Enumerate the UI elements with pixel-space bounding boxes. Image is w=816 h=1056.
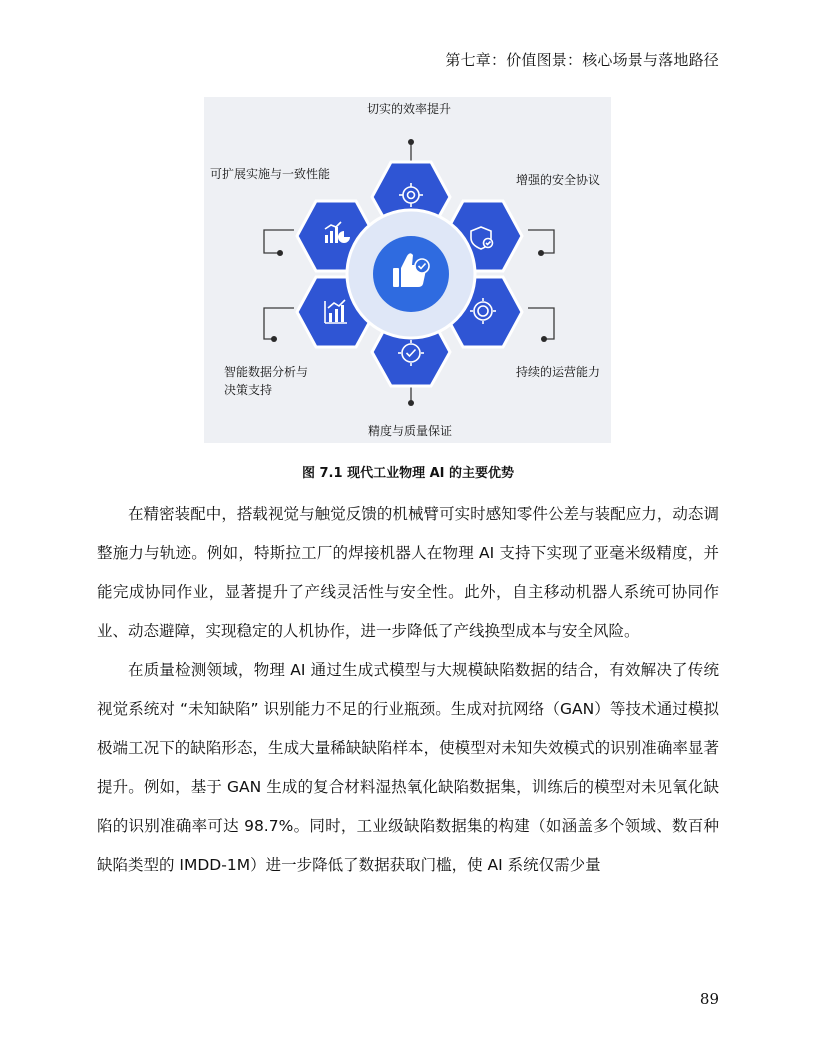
connector-dot-top — [408, 139, 414, 145]
paragraph-2: 在质量检测领域，物理 AI 通过生成式模型与大规模缺陷数据的结合，有效解决了传统视觉系统对 “未知缺陷” 识别能力不足的行业瓶颈。生成对抗网络（GAN）等技术通过模拟极端工况下的缺陷形态，生成大量稀缺缺陷样本，使模型对未知失效模式的识别准确率显著提升。例如，基于 GAN 生成的复合材料湿热氧化缺陷数据集，训练后的模型对未见氧化缺陷的识别准确率可达 98.7%。同时，工业级缺陷数据集的构建（如涵盖多个领域、数百种缺陷类型的 IMDD-1M）进一步降低了数据获取门槛，使 AI 系统仅需少量 — [97, 661, 719, 874]
page-number: 89 — [699, 990, 719, 1008]
label-lower-left-line1: 智能数据分析与 — [224, 365, 309, 379]
connector-dot-bottom — [408, 400, 414, 406]
label-upper-left: 可扩展实施与一致性能 — [210, 167, 331, 181]
label-lower-right: 持续的运营能力 — [516, 365, 601, 379]
connector-dot-upper-right — [538, 250, 544, 256]
label-lower-left-line2: 决策支持 — [224, 383, 273, 397]
running-header: 第七章：价值图景：核心场景与落地路径 — [445, 51, 719, 69]
figure-advantages — [204, 97, 611, 443]
connector-dot-lower-right — [541, 336, 547, 342]
label-upper-right: 增强的安全协议 — [516, 173, 601, 187]
paragraph-1: 在精密装配中，搭载视觉与触觉反馈的机械臂可实时感知零件公差与装配应力，动态调整施力与轨迹。例如，特斯拉工厂的焊接机器人在物理 AI 支持下实现了亚毫米级精度，并能完成协同作业，显著提升了产线灵活性与安全性。此外，自主移动机器人系统可协同作业、动态避障，实现稳定的人机协作，进一步降低了产线换型成本与安全风险。 — [97, 505, 719, 640]
label-bottom: 精度与质量保证 — [368, 424, 453, 438]
connector-dot-upper-left — [277, 250, 283, 256]
body-text — [97, 495, 719, 885]
connector-dot-lower-left — [271, 336, 277, 342]
label-top: 切实的效率提升 — [367, 102, 452, 116]
figure-caption: 图 7.1 现代工业物理 AI 的主要优势 — [301, 466, 515, 481]
